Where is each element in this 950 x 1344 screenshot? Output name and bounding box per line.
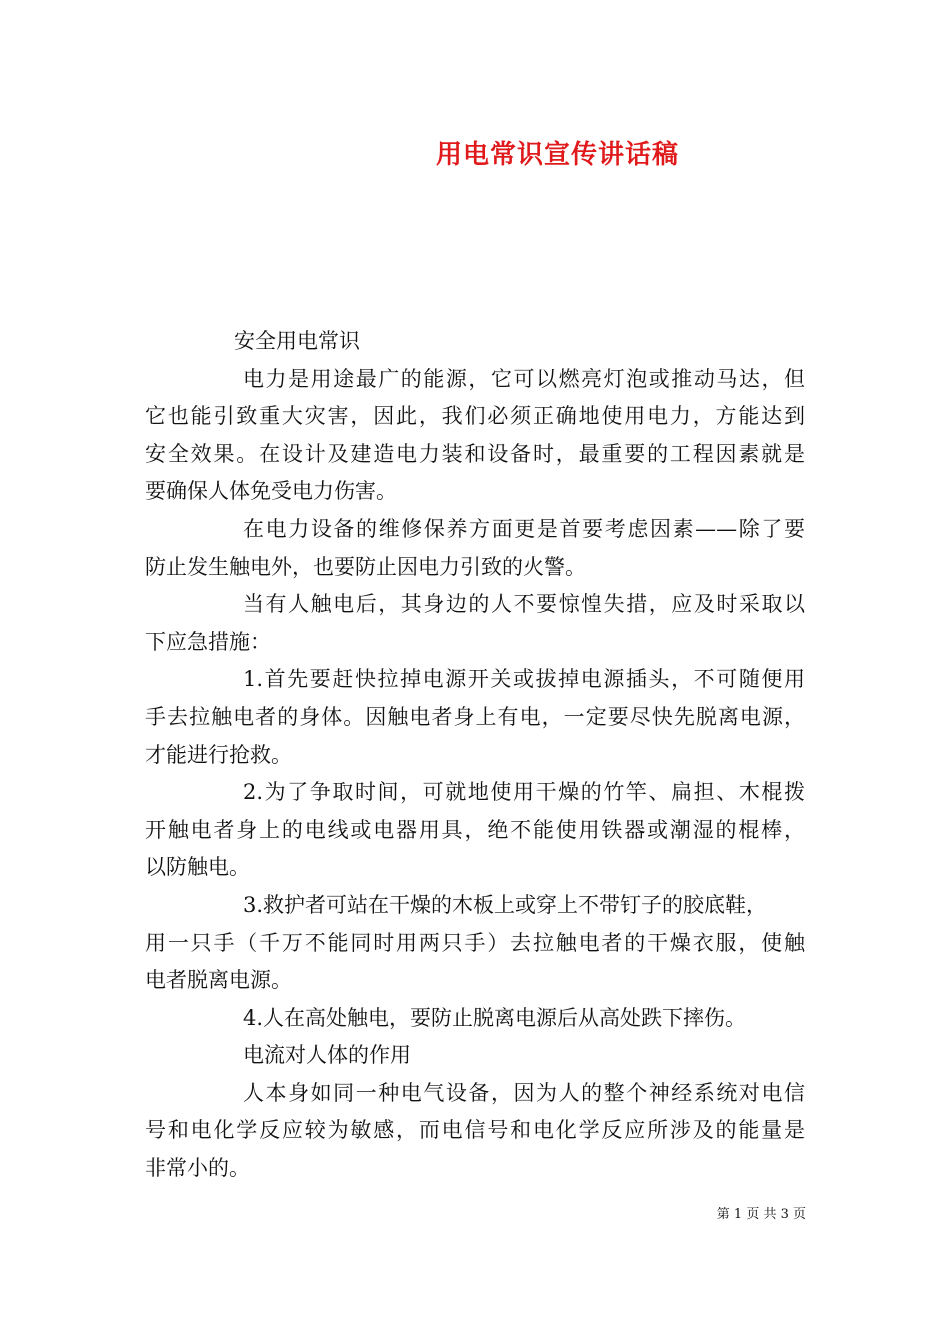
- list-item-line: 用一只手（千万不能同时用两只手）去拉触电者的干燥衣服，使触: [145, 930, 805, 955]
- paragraph-line: 在电力设备的维修保养方面更是首要考虑因素——除了要: [243, 516, 805, 541]
- page-number: 第 1 页 共 3 页: [716, 1207, 806, 1222]
- list-item-line: 手去拉触电者的身体。因触电者身上有电，一定要尽快先脱离电源，: [145, 704, 805, 729]
- list-item-line: 以防触电。: [145, 855, 250, 880]
- list-item-line: 4.人在高处触电，要防止脱离电源后从高处跌下摔伤。: [243, 1005, 747, 1030]
- document-body: [145, 323, 805, 1188]
- section-heading: 电流对人体的作用: [243, 1043, 411, 1068]
- paragraph-line: 当有人触电后，其身边的人不要惊惶失措，应及时采取以: [243, 592, 805, 617]
- list-item-line: 1.首先要赶快拉掉电源开关或拔掉电源插头，不可随便用: [243, 667, 805, 692]
- document-title: 用电常识宣传讲话稿: [435, 140, 679, 170]
- paragraph-line: 人本身如同一种电气设备，因为人的整个神经系统对电信: [243, 1080, 805, 1105]
- paragraph-line: 防止发生触电外，也要防止因电力引致的火警。: [145, 554, 586, 579]
- paragraph-line: 要确保人体免受电力伤害。: [145, 479, 397, 504]
- paragraph-line: 安全效果。在设计及建造电力装和设备时，最重要的工程因素就是: [145, 441, 805, 466]
- list-item-line: 2.为了争取时间，可就地使用干燥的竹竿、扁担、木棍拨: [243, 780, 805, 805]
- list-item-line: 开触电者身上的电线或电器用具，绝不能使用铁器或潮湿的棍棒，: [145, 817, 805, 842]
- paragraph-line: 它也能引致重大灾害，因此，我们必须正确地使用电力，方能达到: [145, 404, 805, 429]
- list-item-line: 电者脱离电源。: [145, 968, 292, 993]
- section-heading: 安全用电常识: [234, 329, 360, 353]
- list-item-line: 才能进行抢救。: [145, 742, 292, 767]
- paragraph-line: 号和电化学反应较为敏感，而电信号和电化学反应所涉及的能量是: [145, 1118, 805, 1143]
- list-item-line: 3.救护者可站在干燥的木板上或穿上不带钉子的胶底鞋，: [243, 892, 768, 917]
- paragraph-line: 非常小的。: [145, 1156, 250, 1181]
- paragraph-line: 下应急措施：: [145, 629, 271, 654]
- paragraph-line: 电力是用途最广的能源，它可以燃亮灯泡或推动马达，但: [243, 366, 805, 391]
